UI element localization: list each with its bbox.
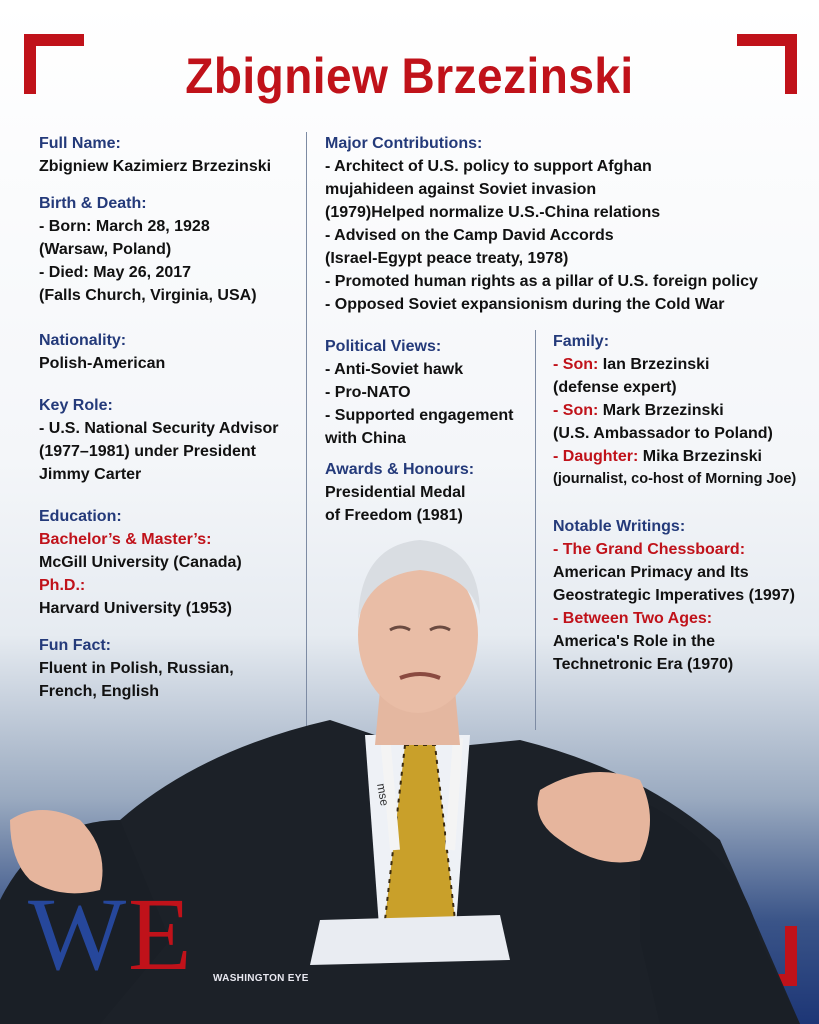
fun-fact-heading: Fun Fact:: [39, 637, 111, 654]
contributions-heading: Major Contributions:: [325, 135, 483, 152]
family-daughter: [553, 445, 803, 468]
family-son-2-note: (U.S. Ambassador to Poland): [553, 425, 773, 442]
full-name-heading: Full Name:: [39, 135, 121, 152]
logo-letter-e: E: [128, 877, 192, 992]
washington-eye-logo: [28, 877, 309, 995]
family-daughter-note: (journalist, co-host of Morning Joe): [553, 471, 797, 487]
family-daughter-name: Mika Brzezinski: [638, 448, 762, 465]
birth-death-section: [39, 192, 301, 307]
nationality-heading: Nationality:: [39, 332, 127, 349]
key-role-section: [39, 394, 301, 486]
logo-tagline: WASHINGTON EYE: [213, 973, 309, 984]
key-role-heading: Key Role:: [39, 397, 113, 414]
education-school-1: McGill University (Canada): [39, 554, 242, 571]
family-son-1-name: Ian Brzezinski: [598, 356, 710, 373]
family-son-1: [553, 353, 803, 376]
full-name-value: Zbigniew Kazimierz Brzezinski: [39, 158, 272, 175]
birth-death-value: - Born: March 28, 1928 (Warsaw, Poland) - Died: May 26, 2017 (Falls Church, Virginia, USA): [39, 218, 257, 304]
education-school-2: Harvard University (1953): [39, 600, 232, 617]
writings-book-1-subtitle: American Primacy and Its Geostrategic Imperatives (1997): [553, 564, 795, 604]
awards-value: Presidential Medal of Freedom (1981): [325, 484, 466, 524]
family-son-2-label: - Son:: [553, 402, 599, 419]
family-son-2: [553, 399, 803, 422]
writings-book-2-title: - Between Two Ages:: [553, 610, 713, 627]
political-views-section: [325, 335, 530, 450]
birth-death-heading: Birth & Death:: [39, 195, 147, 212]
contributions-value: - Architect of U.S. policy to support Afghan mujahideen against Soviet invasion (1979)Helped normalize U.S.-China relations - Advised on the Camp David Accords (Israel-Egypt peace treaty, 1978) - Promoted human rights as a pillar of U.S. foreign policy - Opposed Soviet expansionism during the Cold War: [325, 158, 758, 313]
page-title: Zbigniew Brzezinski: [185, 48, 634, 104]
fun-fact-value: Fluent in Polish, Russian, French, English: [39, 660, 234, 700]
awards-heading: Awards & Honours:: [325, 461, 475, 478]
full-name-section: [39, 132, 301, 178]
education-degree-1: Bachelor’s & Master’s:: [39, 531, 212, 548]
family-heading: Family:: [553, 333, 610, 350]
lanyard-text: mse: [374, 782, 392, 807]
family-son-2-name: Mark Brzezinski: [598, 402, 724, 419]
awards-section: [325, 458, 530, 527]
writings-heading: Notable Writings:: [553, 518, 686, 535]
key-role-value: - U.S. National Security Advisor (1977–1981) under President Jimmy Carter: [39, 420, 279, 483]
political-views-heading: Political Views:: [325, 338, 442, 355]
contributions-section: [325, 132, 795, 316]
writings-book-1-title: - The Grand Chessboard:: [553, 541, 746, 558]
logo-letter-w: W: [28, 877, 109, 992]
education-degree-2: Ph.D.:: [39, 577, 86, 594]
nationality-section: [39, 329, 301, 375]
family-daughter-label: - Daughter:: [553, 448, 639, 465]
writings-book-2-subtitle: America's Role in the Technetronic Era (1970): [553, 633, 734, 673]
family-son-1-label: - Son:: [553, 356, 599, 373]
family-son-1-note: (defense expert): [553, 379, 677, 396]
middle-column: [325, 335, 530, 527]
family-section: [553, 330, 803, 491]
education-heading: Education:: [39, 508, 122, 525]
political-views-value: - Anti-Soviet hawk - Pro-NATO - Supported engagement with China: [325, 361, 514, 447]
nationality-value: Polish-American: [39, 355, 166, 372]
